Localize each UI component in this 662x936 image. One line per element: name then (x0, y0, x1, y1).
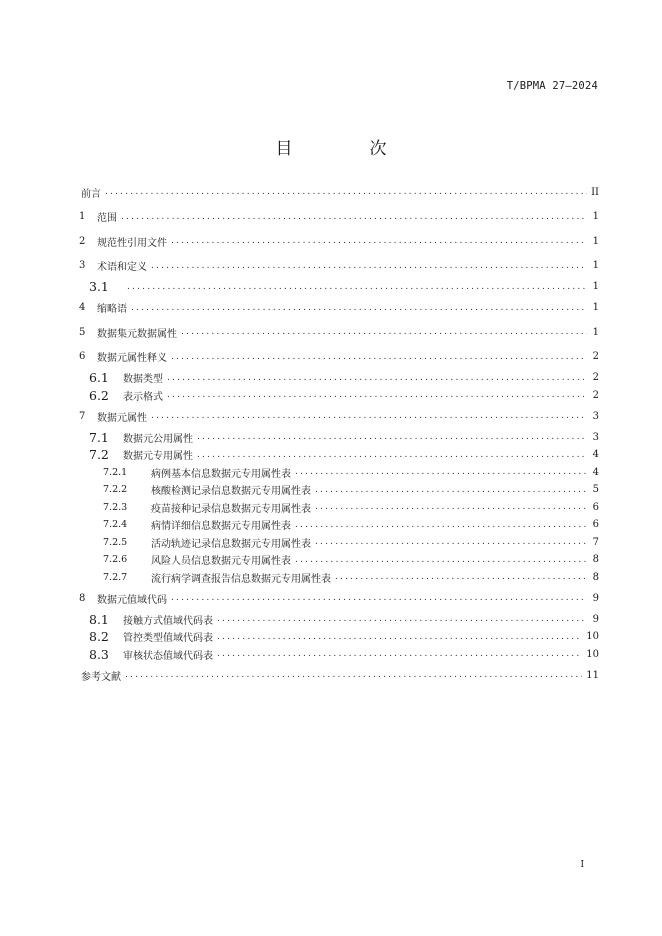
toc-entry-page: 9 (592, 592, 599, 604)
toc-entry-number: 6.2 (89, 387, 109, 403)
toc-entry[interactable] (79, 296, 599, 321)
toc-entry-label: 数据元属性释义 (97, 353, 167, 365)
toc-entry[interactable] (79, 404, 599, 429)
toc-entry-number: 3 (79, 260, 86, 272)
dot-leader (295, 467, 587, 477)
toc-entry-page: 1 (592, 211, 599, 223)
toc-entry-number: 8.3 (89, 646, 109, 662)
dot-leader (295, 520, 587, 530)
toc-entry-number: 7.2.3 (103, 501, 128, 513)
dot-leader (151, 411, 587, 421)
toc-entry-page: 4 (592, 466, 599, 478)
dot-leader (127, 282, 587, 292)
page-title: 目 次 (275, 139, 417, 159)
toc-entry-page: 8 (592, 554, 599, 566)
dot-leader (315, 537, 587, 547)
toc-entry-number: 6.1 (89, 370, 109, 386)
page-number: I (580, 860, 584, 870)
toc-entry[interactable] (79, 628, 599, 646)
toc-entry-page: 10 (586, 631, 599, 643)
toc-entry[interactable] (79, 481, 599, 499)
toc-entry-page: 2 (592, 389, 599, 401)
dot-leader (315, 485, 587, 495)
toc-entry-number: 1 (79, 211, 86, 223)
dot-leader (171, 236, 587, 246)
toc-entry-label: 规范性引用文件 (97, 237, 167, 249)
toc-entry-number: 7.2.6 (103, 554, 128, 566)
dot-leader (217, 649, 582, 659)
toc-entry-number: 7.2.1 (103, 466, 128, 478)
toc-entry-label: 参考文献 (81, 671, 121, 683)
toc-entry-page: 7 (592, 536, 599, 548)
toc-entry-page: 2 (592, 351, 599, 363)
toc-entry[interactable] (79, 586, 599, 611)
toc-entry-label: 病情详细信息数据元专用属性表 (151, 521, 291, 533)
toc-entry-page: 6 (592, 501, 599, 513)
toc-entry[interactable] (79, 663, 599, 688)
toc-entry-page: 3 (592, 431, 599, 443)
dot-leader (105, 187, 587, 197)
toc-entry-page: 11 (586, 669, 599, 681)
toc-entry[interactable] (79, 278, 599, 296)
dot-leader (151, 261, 587, 271)
toc-entry-page: 4 (592, 449, 599, 461)
dot-leader (335, 572, 587, 582)
toc-entry-number: 7.2.2 (103, 484, 128, 496)
toc-entry-page: 3 (592, 410, 599, 422)
toc-entry-label: 数据元公用属性 (123, 433, 193, 445)
toc-entry-label: 数据元值域代码 (97, 594, 167, 606)
toc-entry-page: 1 (592, 260, 599, 272)
toc-entry-number: 2 (79, 235, 86, 247)
dot-leader (197, 450, 587, 460)
toc-entry-number: 8.2 (89, 629, 109, 645)
toc-entry-label: 活动轨迹记录信息数据元专用属性表 (151, 538, 311, 550)
toc-entry[interactable] (79, 646, 599, 664)
toc-entry-label: 审核状态值域代码表 (123, 650, 213, 662)
toc-entry-number: 4 (79, 302, 86, 314)
toc-entry-number: 6 (79, 351, 86, 363)
toc-entry[interactable] (79, 499, 599, 517)
toc-entry-page: 1 (592, 235, 599, 247)
toc-entry[interactable] (79, 429, 599, 447)
toc-entry[interactable] (79, 446, 599, 464)
dot-leader (315, 502, 587, 512)
toc-entry-label: 核酸检测记录信息数据元专用属性表 (151, 486, 311, 498)
dot-leader (131, 303, 587, 313)
dot-leader (171, 352, 587, 362)
toc-entry-page: 2 (592, 372, 599, 384)
toc-entry[interactable] (79, 205, 599, 230)
toc-entry[interactable] (79, 387, 599, 405)
toc-entry-label: 缩略语 (97, 304, 127, 316)
toc-entry-label: 数据类型 (123, 374, 163, 386)
toc-entry-number: 8.1 (89, 611, 109, 627)
toc-entry-label: 范围 (97, 213, 117, 225)
dot-leader (197, 432, 587, 442)
toc-entry-label: 前言 (81, 188, 101, 200)
toc-entry-page: II (591, 186, 599, 198)
toc-entry-label: 风险人员信息数据元专用属性表 (151, 556, 291, 568)
toc-entry-label: 管控类型值域代码表 (123, 633, 213, 645)
toc-entry[interactable] (79, 569, 599, 587)
toc-entry-number: 7.2.4 (103, 519, 128, 531)
dot-leader (217, 632, 582, 642)
toc-entry-number: 7.2.7 (103, 571, 128, 583)
toc-entry-label: 流行病学调查报告信息数据元专用属性表 (151, 573, 331, 585)
toc-entry-page: 6 (592, 519, 599, 531)
toc-entry[interactable] (79, 369, 599, 387)
toc-entry-number: 3.1 (89, 279, 109, 295)
toc-entry-page: 1 (592, 326, 599, 338)
toc-entry-number: 7.2 (89, 447, 109, 463)
toc-entry[interactable] (79, 551, 599, 569)
dot-leader (295, 555, 587, 565)
toc-entry-number: 8 (79, 592, 86, 604)
dot-leader (167, 390, 587, 400)
toc-entry[interactable] (79, 229, 599, 254)
toc-entry[interactable] (79, 534, 599, 552)
toc-entry-label: 数据元属性 (97, 412, 147, 424)
toc-entry-page: 1 (592, 302, 599, 314)
toc-entry-label: 病例基本信息数据元专用属性表 (151, 468, 291, 480)
toc-entry[interactable] (79, 180, 599, 205)
toc-entry-label: 疫苗接种记录信息数据元专用属性表 (151, 503, 311, 515)
toc-entry[interactable] (79, 464, 599, 482)
dot-leader (121, 212, 587, 222)
toc-entry-page: 8 (592, 571, 599, 583)
dot-leader (217, 614, 587, 624)
toc-entry-label: 表示格式 (123, 391, 163, 403)
toc-entry-page: 9 (592, 613, 599, 625)
toc-entry[interactable] (79, 254, 599, 279)
toc-entry-page: 5 (592, 484, 599, 496)
toc-entry-label: 数据集元数据属性 (97, 328, 177, 340)
toc-entry-number: 5 (79, 326, 86, 338)
dot-leader (181, 327, 587, 337)
toc-entry-label: 数据元专用属性 (123, 451, 193, 463)
toc-entry-number: 7.2.5 (103, 536, 128, 548)
toc-entry[interactable] (79, 516, 599, 534)
dot-leader (171, 593, 587, 603)
toc-entry-label: 术语和定义 (97, 262, 147, 274)
toc-entry-label: 接触方式值域代码表 (123, 615, 213, 627)
toc-entry-page: 1 (592, 281, 599, 293)
table-of-contents (79, 180, 599, 688)
dot-leader (167, 373, 587, 383)
toc-entry-page: 10 (586, 648, 599, 660)
toc-entry-number: 7.1 (89, 429, 109, 445)
toc-entry[interactable] (79, 345, 599, 370)
dot-leader (125, 670, 582, 680)
toc-entry[interactable] (79, 611, 599, 629)
toc-entry[interactable] (79, 320, 599, 345)
document-code: T/BPMA 27—2024 (506, 80, 598, 92)
toc-entry-number: 7 (79, 410, 86, 422)
